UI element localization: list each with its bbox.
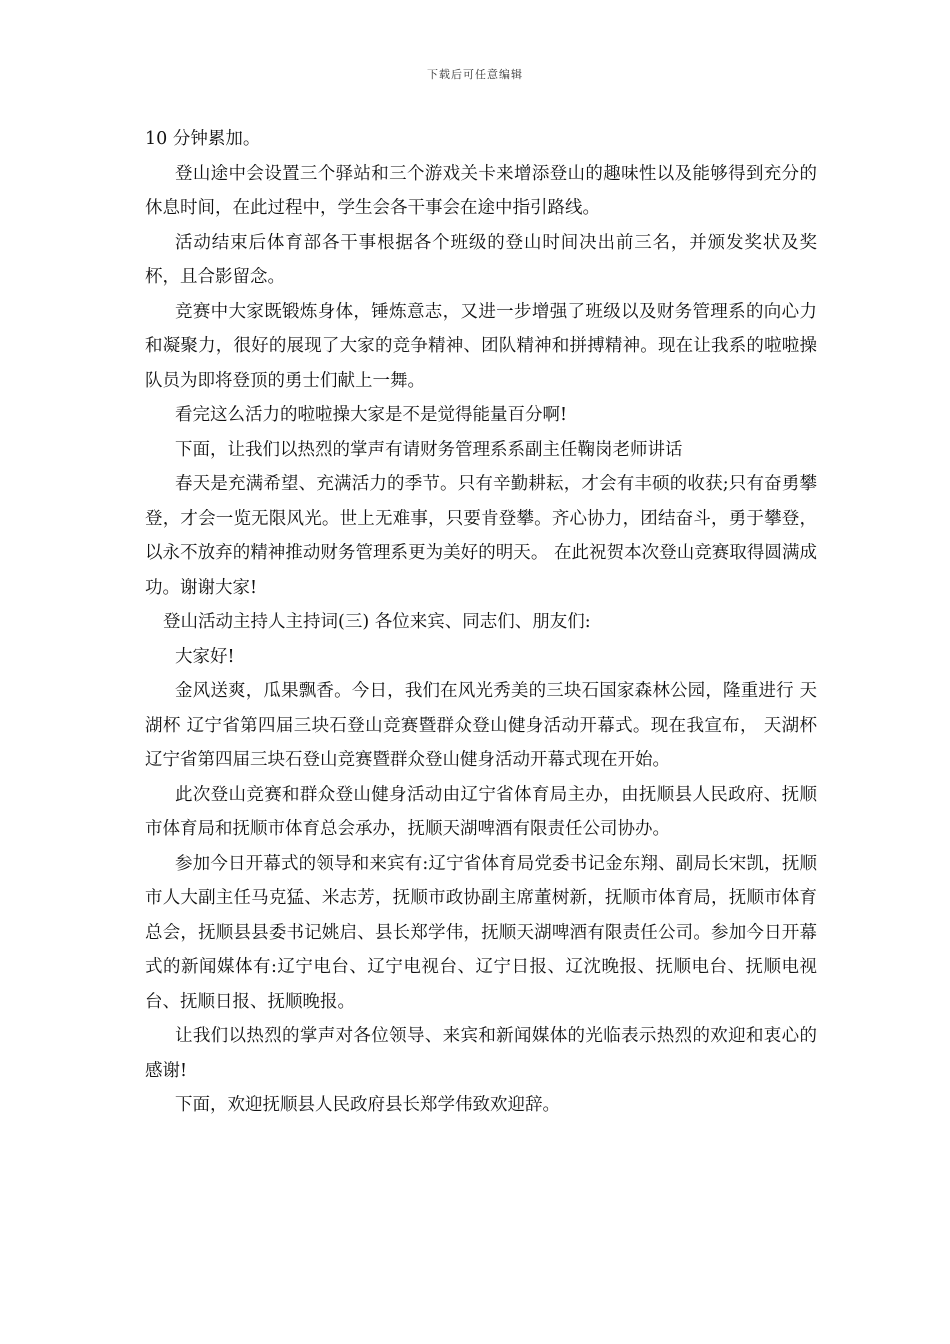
paragraph-4: 竞赛中大家既锻炼身体，锤炼意志，又进一步增强了班级以及财务管理系的向心力和凝聚力，很好的展现了大家的竞争精神、团队精神和拼搏精神。现在让我系的啦啦操队员为即将登顶的勇士们献上一舞。: [145, 301, 817, 391]
paragraph-13: 让我们以热烈的掌声对各位领导、来宾和新闻媒体的光临表示热烈的欢迎和衷心的感谢!: [145, 1026, 817, 1081]
paragraph-10: 金风送爽，瓜果飘香。今日，我们在风光秀美的三块石国家森林公园，隆重进行 天湖杯 辽宁省第四届三块石登山竞赛暨群众登山健身活动开幕式。现在我宣布， 天湖杯 辽宁省第四届三块石登山竞赛暨群众登山健身活动开幕式现在开始。: [145, 681, 817, 770]
paragraph-6: 下面，让我们以热烈的掌声有请财务管理系系副主任鞠岗老师讲话: [175, 439, 683, 460]
section-heading: 登山活动主持人主持词(三) 各位来宾、同志们、朋友们:: [163, 612, 591, 632]
page-header-note: 下载后可任意编辑: [427, 68, 523, 81]
document-body: [145, 122, 817, 1123]
paragraph-12: 参加今日开幕式的领导和来宾有:辽宁省体育局党委书记金东翔、副局长宋凯，抚顺市人大副主任马克猛、米志芳，抚顺市政协副主席董树新，抚顺市体育局，抚顺市体育总会，抚顺县县委书记姚启、县长郑学伟，抚顺天湖啤酒有限责任公司。参加今日开幕式的新闻媒体有:辽宁电台、辽宁电视台、辽宁日报、辽沈晚报、抚顺电台、抚顺电视台、抚顺日报、抚顺晚报。: [145, 853, 817, 1012]
paragraph-14: 下面，欢迎抚顺县人民政府县长郑学伟致欢迎辞。: [175, 1095, 560, 1115]
paragraph-7: 春天是充满希望、充满活力的季节。只有辛勤耕耘，才会有丰硕的收获;只有奋勇攀登，才会一览无限风光。世上无难事，只要肯登攀。齐心协力，团结奋斗，勇于攀登，以永不放弃的精神推动财务管理系更为美好的明天。 在此祝贺本次登山竞赛取得圆满成功。谢谢大家!: [145, 474, 817, 598]
paragraph-3: 活动结束后体育部各干事根据各个班级的登山时间决出前三名，并颁发奖状及奖杯，且合影留念。: [145, 232, 817, 287]
paragraph-11: 此次登山竞赛和群众登山健身活动由辽宁省体育局主办，由抚顺县人民政府、抚顺市体育局和抚顺市体育总会承办，抚顺天湖啤酒有限责任公司协办。: [145, 784, 817, 839]
paragraph-9: 大家好!: [175, 646, 235, 667]
paragraph-1: 10 分钟累加。: [145, 129, 261, 149]
paragraph-2: 登山途中会设置三个驿站和三个游戏关卡来增添登山的趣味性以及能够得到充分的休息时间，在此过程中，学生会各干事会在途中指引路线。: [145, 163, 817, 218]
paragraph-5: 看完这么活力的啦啦操大家是不是觉得能量百分啊!: [175, 405, 568, 425]
